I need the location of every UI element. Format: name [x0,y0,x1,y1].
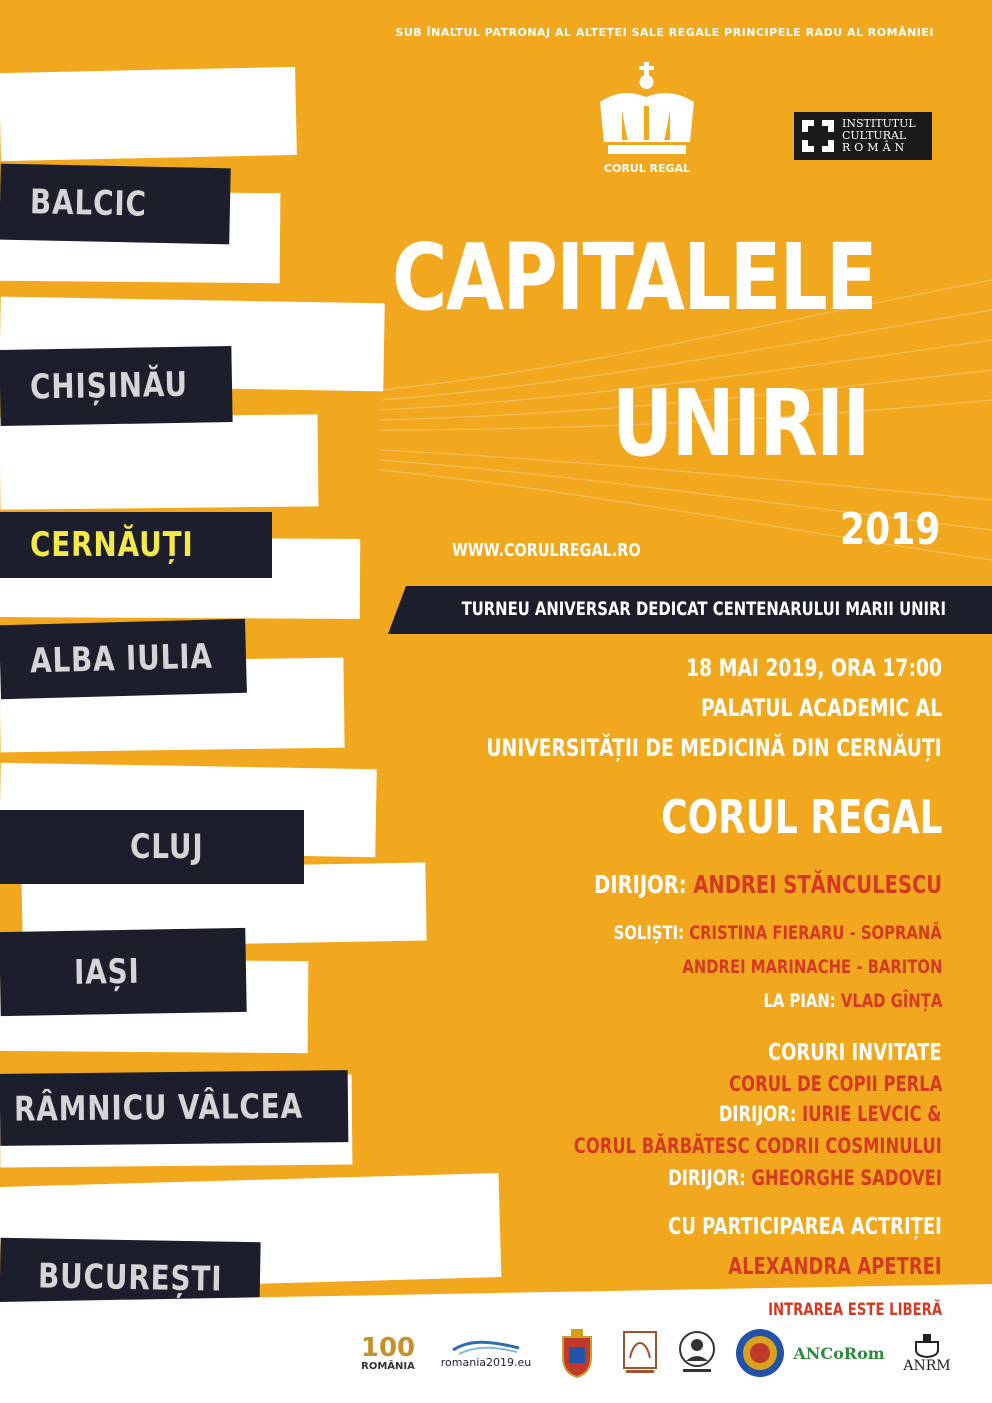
city-key-chisinau [0,346,233,426]
city-key-balcic [0,164,231,245]
city-key-ramnicu-valcea [0,1070,348,1146]
city-label: BALCIC [29,182,148,225]
city-label: RÂMNICU VÂLCEA [13,1086,304,1130]
piano-key [0,414,318,509]
guest-choir-2: CORUL BĂRBĂTESC CODRII COSMINULUI [573,1134,942,1158]
portrait-medallion-icon [677,1329,717,1377]
romania-100-text: ROMÂNIA [361,1360,415,1372]
event-date: 18 MAI 2019, ORA 17:00 [686,654,942,682]
piano-label: LA PIAN: [763,990,836,1012]
heritage-emblem-icon [620,1328,660,1378]
title-line-1: CAPITALELE [392,224,876,331]
title-year: 2019 [839,504,940,555]
pianist-line [763,990,942,1012]
city-label: IAȘI [73,951,141,993]
portrait-medallion-logo [674,1325,720,1381]
wave-icon [451,1338,521,1356]
city-key-alba-iulia [0,619,247,699]
guest-2-conductor: GHEORGHE SADOVEI [751,1166,942,1190]
association-seal-icon [734,1327,786,1379]
soloists-label: SOLIȘTI: [613,922,685,944]
guest-choir-1: CORUL DE COPII PERLA [728,1072,942,1096]
city-label: ALBA IULIA [29,636,214,682]
icr-line-2: CULTURAL [842,129,907,142]
conductor-name: ANDREI STĂNCULESCU [693,870,942,899]
city-key-cluj [0,810,304,884]
guest-2-conductor-label: DIRIJOR: [668,1166,746,1190]
city-label: CLUJ [130,827,204,867]
event-venue-1: PALATUL ACADEMIC AL [700,694,942,722]
piano-key [0,67,297,161]
coat-of-arms-logo [554,1325,600,1381]
icr-line-3: ROMÂN [842,141,909,154]
guest-2-conductor-line [668,1166,942,1190]
conductor-line [594,870,942,899]
soloist-2: ANDREI MARINACHE - BARITON [681,956,942,978]
city-label: CERNĂUȚI [30,525,194,565]
conductor-label: DIRIJOR: [594,870,687,899]
city-label: CHIȘINĂU [29,364,189,408]
city-label: BUCUREȘTI [37,1256,223,1300]
website-link[interactable]: WWW.CORULREGAL.RO [452,540,641,561]
romania-2019-text: romania2019.eu [440,1355,532,1369]
soloist-line-1 [614,922,942,944]
guest-1-conductor-label: DIRIJOR: [719,1102,797,1126]
soloist-1: CRISTINA FIERARU - SOPRANĂ [689,922,942,944]
icr-emblem-icon [798,116,838,156]
free-entry: INTRAREA ESTE LIBERĂ [767,1300,942,1320]
choir-name: CORUL REGAL [660,790,942,844]
city-key-iasi [0,928,247,1016]
anrm-crest-icon [912,1332,942,1358]
romania-100-logo [350,1325,426,1381]
icr-line-1: INSTITUTUL [842,117,916,130]
romania-2019-logo [440,1325,532,1381]
title-line-2: UNIRII [612,370,869,477]
patronage-text: SUB ÎNALTUL PATRONAJ AL ALTEȚEI SALE REGALE PRINCIPELE RADU AL ROMÂNIEI [395,26,934,39]
heritage-logo [616,1325,664,1381]
guest-1-conductor: IURIE LEVCIC & [802,1102,942,1126]
actress-name: ALEXANDRA APETREI [728,1254,942,1280]
city-key-cernauti [0,512,272,578]
pianist-name: VLAD GÎNȚA [840,990,942,1012]
guests-title: CORURI INVITATE [768,1040,942,1066]
corul-regal-crest [582,62,712,182]
coat-of-arms-icon [557,1327,597,1379]
romania-100-number: 100 [360,1332,416,1363]
event-venue-2: UNIVERSITĂȚII DE MEDICINĂ DIN CERNĂUȚI [486,734,942,762]
guest-1-conductor-line [719,1102,942,1126]
anrm-text: ANRM [903,1358,951,1374]
association-seal-logo [732,1325,788,1381]
anrm-logo [892,1325,962,1381]
actress-title: CU PARTICIPAREA ACTRIȚEI [668,1214,942,1240]
banner-text: TURNEU ANIVERSAR DEDICAT CENTENARULUI MARII UNIRI [461,598,946,620]
ancorom-text: ANCoRom [793,1343,885,1363]
ancorom-logo [794,1325,884,1381]
icr-logo [794,112,932,160]
crown-icon [582,62,712,162]
crest-label: CORUL REGAL [603,162,691,175]
